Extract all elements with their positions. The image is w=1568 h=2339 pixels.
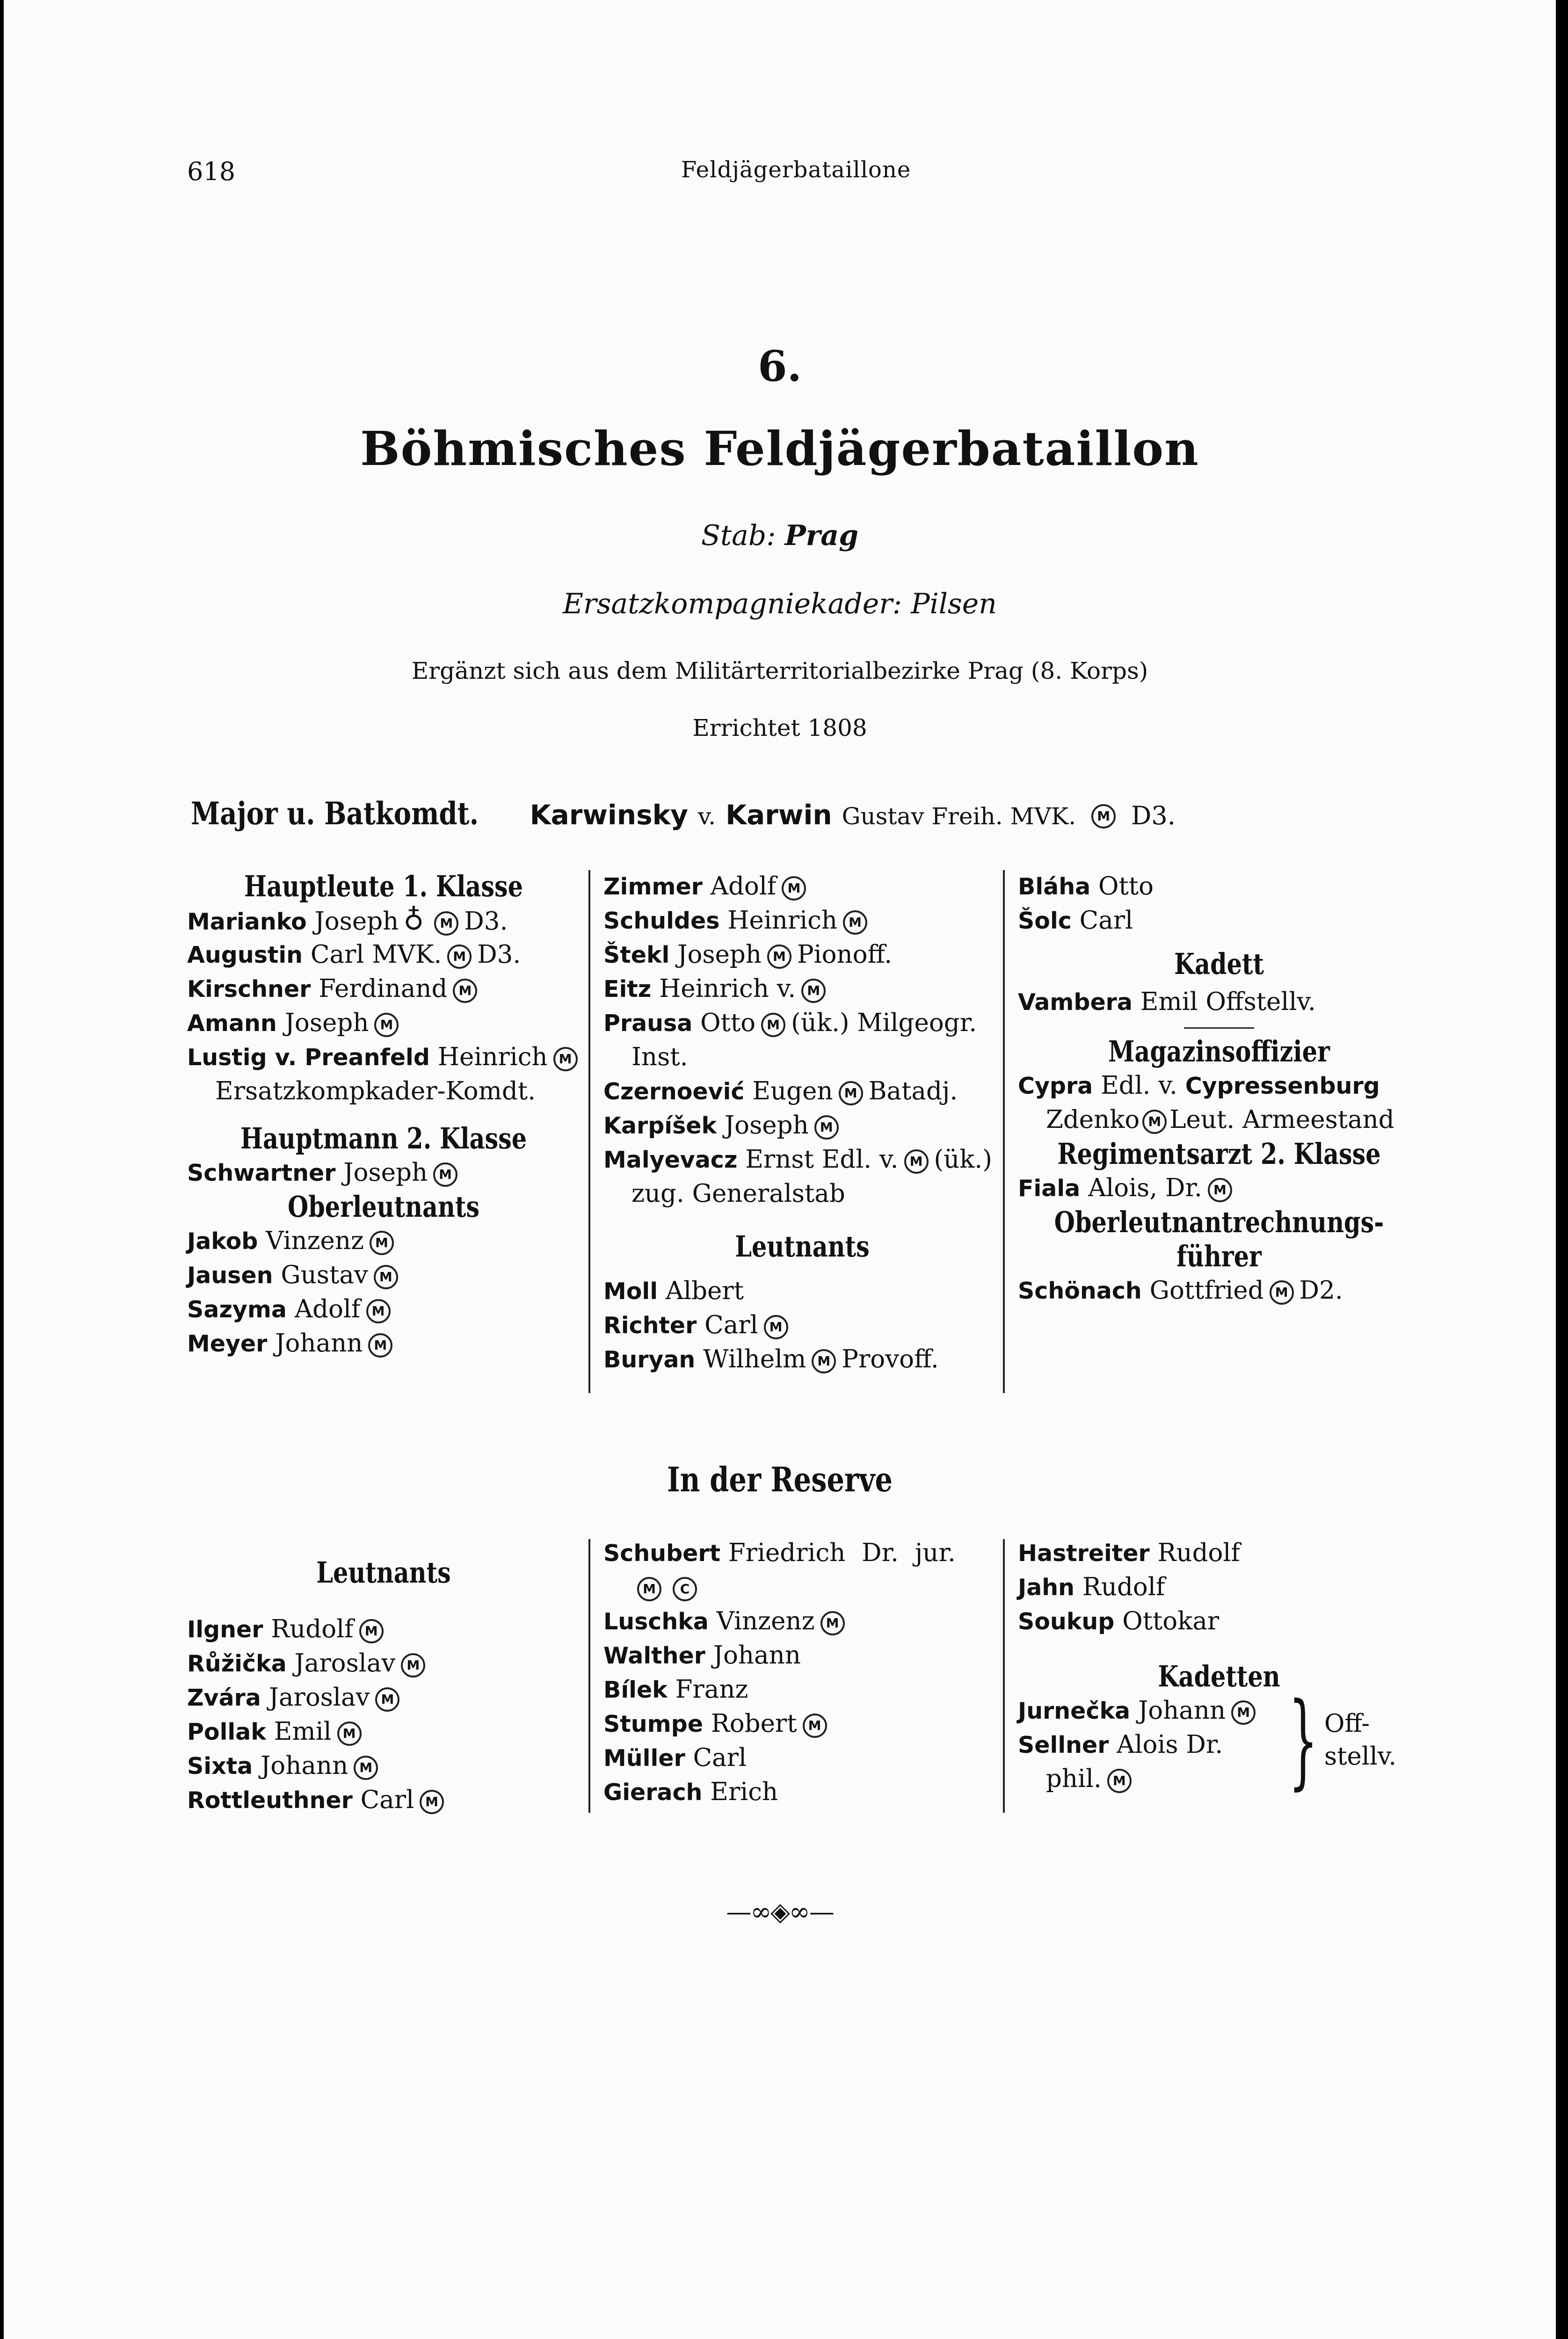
m-badge-icon: M bbox=[1091, 804, 1116, 828]
brace-icon: } bbox=[1288, 1680, 1318, 1800]
list-item: Richter Carl M bbox=[603, 1308, 1001, 1342]
list-item: Cypra Edl. v. Cypressenburg bbox=[1018, 1071, 1380, 1100]
heading-magazinsoffizier: Magazinsoffizier bbox=[1108, 1034, 1330, 1068]
m-badge-icon: M bbox=[1270, 1280, 1294, 1305]
list-item: Zvára Jaroslav M bbox=[187, 1680, 580, 1714]
list-item: Jurnečka Johann M bbox=[1018, 1693, 1420, 1728]
running-title: Feldjägerbataillone bbox=[681, 157, 911, 183]
commander-place: Karwin bbox=[726, 799, 832, 831]
column-divider bbox=[1003, 1539, 1005, 1813]
list-item: Pollak Emil M bbox=[187, 1714, 580, 1749]
list-item: Růžička Jaroslav M bbox=[187, 1646, 580, 1680]
commander-surname: Karwinsky bbox=[530, 799, 688, 831]
list-item: Schuldes Heinrich M bbox=[603, 903, 1001, 937]
stab-label: Stab: bbox=[701, 519, 776, 552]
m-badge-icon: M bbox=[370, 1231, 394, 1255]
heading-rechnungsfuhrer-cont: führer bbox=[1176, 1239, 1262, 1273]
ersatz-line bbox=[4, 588, 1556, 620]
m-badge-icon: M bbox=[453, 979, 477, 1003]
list-item: Malyevacz Ernst Edl. v. M (ük.) bbox=[603, 1145, 992, 1174]
m-badge-icon: M bbox=[803, 1714, 827, 1738]
m-badge-icon: M bbox=[767, 944, 791, 969]
list-item: Moll Albert bbox=[603, 1277, 744, 1305]
list-item: Schubert Friedrich Dr. jur. bbox=[603, 1539, 956, 1567]
m-badge-icon: M bbox=[761, 1013, 785, 1037]
ornament-divider-icon: —∞◈∞— bbox=[726, 1897, 834, 1926]
list-item: Prausa Otto M (ük.) Milgeogr. bbox=[603, 1009, 977, 1037]
stab-line bbox=[4, 519, 1556, 552]
heading-rechnungsfuhrer: Oberleutnantrechnungs- bbox=[1054, 1205, 1384, 1239]
kadetten-group bbox=[1018, 1680, 1420, 1800]
list-item: Jakob Vinzenz M bbox=[187, 1224, 580, 1258]
column-divider bbox=[588, 1539, 590, 1813]
list-item: Marianko Joseph ♁ M D3. bbox=[187, 904, 508, 937]
stab-city: Prag bbox=[784, 519, 859, 552]
list-item: Czernoević Eugen M Batadj. bbox=[603, 1077, 958, 1105]
commander-rank: Major u. Batkomdt. bbox=[191, 795, 479, 832]
list-item: Sazyma Adolf M bbox=[187, 1292, 580, 1326]
divider bbox=[1184, 1027, 1254, 1029]
list-item: Šolc Carl bbox=[1018, 906, 1133, 935]
page-number: 618 bbox=[187, 157, 236, 186]
commander-rest: Gustav Freih. MVK. bbox=[842, 803, 1076, 830]
list-item-continuation: Inst. bbox=[632, 1043, 688, 1071]
list-item-continuation: Zdenko M Leut. Armeestand bbox=[1046, 1105, 1394, 1134]
section-number: 6. bbox=[758, 341, 802, 391]
active-column-2 bbox=[603, 869, 1001, 1376]
list-item: Soukup Ottokar bbox=[1018, 1607, 1220, 1635]
column-divider bbox=[1003, 870, 1005, 1393]
list-item: Jausen Gustav M bbox=[187, 1258, 580, 1292]
m-badge-icon: M bbox=[401, 1653, 425, 1678]
list-item: Luschka Vinzenz M bbox=[603, 1604, 1001, 1638]
brace-note-line: stellv. bbox=[1324, 1742, 1397, 1771]
c-badge-icon: C bbox=[673, 1577, 697, 1601]
list-item: Hastreiter Rudolf bbox=[1018, 1539, 1240, 1567]
list-item: Sellner Alois Dr. bbox=[1018, 1730, 1223, 1759]
brace-note-line: Off- bbox=[1324, 1709, 1370, 1738]
m-badge-icon: M bbox=[904, 1149, 929, 1174]
list-item: Bláha Otto bbox=[1018, 872, 1154, 901]
errichtet-line: Errichtet 1808 bbox=[692, 714, 867, 741]
brace-note bbox=[1324, 1707, 1396, 1773]
heading-kadett: Kadett bbox=[1174, 947, 1264, 981]
m-badge-icon: M bbox=[764, 1315, 788, 1339]
m-badge-icon: M bbox=[434, 911, 458, 936]
list-item: Zimmer Adolf M bbox=[603, 869, 1001, 903]
m-badge-icon: M bbox=[820, 1611, 845, 1635]
m-badge-icon: M bbox=[354, 1756, 378, 1780]
reserve-heading: In der Reserve bbox=[667, 1460, 893, 1499]
list-item: Jahn Rudolf bbox=[1018, 1573, 1165, 1601]
heading-oberleutnants: Oberleutnants bbox=[287, 1190, 480, 1224]
list-item: Štekl Joseph M Pionoff. bbox=[603, 940, 893, 969]
m-badge-icon: M bbox=[843, 910, 867, 935]
reserve-column-2 bbox=[603, 1536, 1001, 1809]
list-item: Buryan Wilhelm M Provoff. bbox=[603, 1345, 939, 1373]
commander-v: v. bbox=[697, 803, 716, 830]
list-item-continuation bbox=[603, 1570, 1001, 1604]
page-title: Böhmisches Feldjägerbataillon bbox=[360, 421, 1199, 476]
list-item: Fiala Alois, Dr. M bbox=[1018, 1171, 1420, 1205]
m-badge-icon: M bbox=[1208, 1178, 1232, 1202]
heading-regimentsarzt: Regimentsarzt 2. Klasse bbox=[1057, 1137, 1381, 1171]
list-item: Amann Joseph M bbox=[187, 1006, 580, 1040]
m-badge-icon: M bbox=[374, 1265, 398, 1289]
list-item: Stumpe Robert M bbox=[603, 1707, 1001, 1741]
active-column-3 bbox=[1018, 869, 1420, 1308]
list-item-continuation: Ersatzkompkader-Komdt. bbox=[215, 1077, 536, 1105]
m-badge-icon: M bbox=[337, 1722, 362, 1746]
list-item: Gierach Erich bbox=[603, 1778, 778, 1806]
m-badge-icon: M bbox=[433, 1162, 457, 1187]
m-badge-icon: M bbox=[359, 1619, 384, 1643]
list-item: Augustin Carl MVK. M D3. bbox=[187, 940, 521, 969]
m-badge-icon: M bbox=[1231, 1700, 1256, 1725]
list-item: Meyer Johann M bbox=[187, 1326, 580, 1360]
list-item: Rottleuthner Carl M bbox=[187, 1783, 580, 1817]
list-item: Bílek Franz bbox=[603, 1675, 748, 1704]
heading-hauptleute-1: Hauptleute 1. Klasse bbox=[244, 869, 523, 903]
m-badge-icon: M bbox=[420, 1790, 444, 1814]
m-badge-icon: M bbox=[782, 876, 806, 901]
m-badge-icon: M bbox=[812, 1349, 836, 1373]
active-column-1 bbox=[187, 869, 580, 1360]
list-item: Eitz Heinrich v. M bbox=[603, 972, 1001, 1006]
m-badge-icon: M bbox=[375, 1687, 399, 1712]
document-page bbox=[4, 0, 1556, 2339]
column-divider bbox=[588, 870, 590, 1393]
list-item: Sixta Johann M bbox=[187, 1749, 580, 1783]
m-badge-icon: M bbox=[1142, 1110, 1167, 1134]
ersatz-label: Ersatzkompagniekader: bbox=[563, 588, 902, 620]
m-badge-icon: M bbox=[637, 1577, 661, 1601]
list-item: Müller Carl bbox=[603, 1743, 747, 1772]
erganzt-line: Ergänzt sich aus dem Militärterritorialbezirke Prag (8. Korps) bbox=[411, 657, 1148, 684]
m-badge-icon: M bbox=[1107, 1769, 1132, 1793]
list-item-continuation: phil. M bbox=[1018, 1762, 1420, 1796]
list-item: Lustig v. Preanfeld Heinrich M bbox=[187, 1040, 580, 1074]
heading-leutnants: Leutnants bbox=[735, 1229, 870, 1264]
m-badge-icon: M bbox=[814, 1115, 839, 1140]
list-item: Schönach Gottfried M D2. bbox=[1018, 1276, 1343, 1305]
list-item: Kirschner Ferdinand M bbox=[187, 972, 580, 1006]
m-badge-icon: M bbox=[839, 1081, 863, 1105]
reserve-column-3 bbox=[1018, 1536, 1420, 1800]
list-item: Karpíšek Joseph M bbox=[603, 1108, 1001, 1142]
list-item-continuation: zug. Generalstab bbox=[632, 1179, 845, 1208]
m-badge-icon: M bbox=[801, 979, 826, 1003]
ersatz-city: Pilsen bbox=[911, 588, 997, 620]
m-badge-icon: M bbox=[366, 1299, 391, 1323]
list-item: Ilgner Rudolf M bbox=[187, 1612, 580, 1646]
heading-hauptmann-2: Hauptmann 2. Klasse bbox=[240, 1121, 527, 1155]
m-badge-icon: M bbox=[553, 1047, 578, 1071]
order-ring-icon: ♁ bbox=[403, 904, 424, 937]
m-badge-icon: M bbox=[447, 944, 472, 969]
m-badge-icon: M bbox=[368, 1333, 392, 1358]
commander-suffix: D3. bbox=[1131, 801, 1176, 830]
commander-line bbox=[191, 795, 1176, 832]
m-badge-icon: M bbox=[374, 1013, 399, 1037]
heading-kadetten: Kadetten bbox=[1158, 1659, 1280, 1693]
list-item: Schwartner Joseph M bbox=[187, 1155, 580, 1190]
heading-reserve-leutnants: Leutnants bbox=[316, 1555, 451, 1590]
reserve-column-1 bbox=[187, 1555, 580, 1817]
list-item: Walther Johann bbox=[603, 1641, 801, 1670]
list-item: Vambera Emil Offstellv. bbox=[1018, 988, 1316, 1016]
